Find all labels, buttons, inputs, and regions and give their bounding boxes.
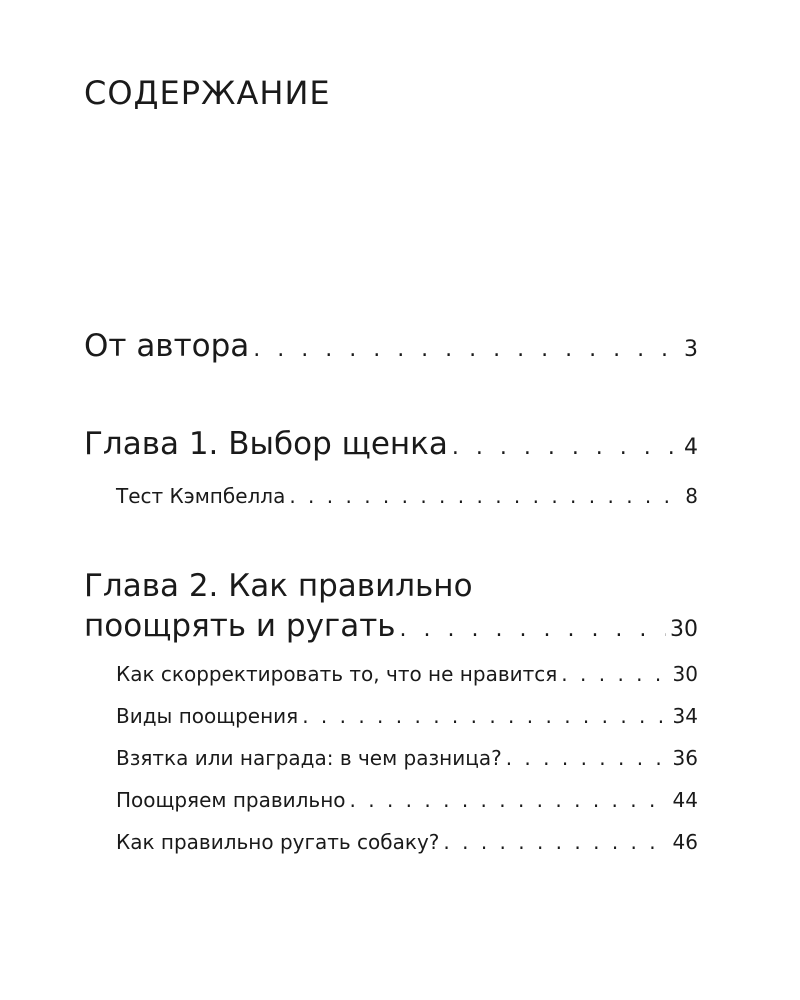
dot-leader — [452, 435, 680, 460]
toc-entry-title: Виды поощрения — [116, 704, 299, 728]
toc-page-number: 3 — [684, 337, 698, 362]
toc-entry-author[interactable] — [84, 328, 698, 364]
toc-page-number: 4 — [684, 435, 698, 460]
toc-page-number: 36 — [672, 746, 698, 770]
toc-page-number: 30 — [672, 662, 698, 686]
toc-entry-chapter-2[interactable] — [84, 564, 698, 644]
chapter-2-sections — [84, 662, 698, 854]
dot-leader — [289, 484, 681, 508]
dot-leader — [253, 337, 680, 362]
toc-entry-chapter-1[interactable] — [84, 426, 698, 462]
toc-page-number: 30 — [670, 617, 698, 642]
toc-page-number: 8 — [685, 484, 698, 508]
table-of-contents — [84, 328, 698, 872]
toc-entry-section[interactable] — [116, 662, 698, 686]
dot-leader — [443, 830, 668, 854]
page-title: СОДЕРЖАНИЕ — [84, 74, 331, 112]
toc-page-number: 34 — [672, 704, 698, 728]
toc-entry-title: Тест Кэмпбелла — [116, 484, 286, 508]
toc-entry-section[interactable] — [116, 704, 698, 728]
toc-entry-section[interactable] — [116, 788, 698, 812]
dot-leader — [506, 746, 669, 770]
dot-leader — [400, 617, 666, 642]
toc-entry-title: Взятка или награда: в чем разница? — [116, 746, 502, 770]
toc-entry-title: Как скорректировать то, что не нравится — [116, 662, 558, 686]
dot-leader — [350, 788, 669, 812]
dot-leader — [561, 662, 668, 686]
toc-entry-section[interactable] — [116, 484, 698, 508]
toc-entry-title-line-1: Глава 2. Как правильно — [84, 568, 473, 604]
toc-page-number: 44 — [672, 788, 698, 812]
toc-entry-title: Поощряем правильно — [116, 788, 346, 812]
toc-entry-section[interactable] — [116, 746, 698, 770]
toc-entry-title: Глава 1. Выбор щенка — [84, 426, 448, 462]
toc-page-number: 46 — [672, 830, 698, 854]
toc-entry-title: Как правильно ругать собаку? — [116, 830, 440, 854]
dot-leader — [302, 704, 668, 728]
toc-entry-section[interactable] — [116, 830, 698, 854]
toc-entry-title-line-2: поощрять и ругать — [84, 608, 396, 644]
toc-entry-title: От автора — [84, 328, 250, 364]
